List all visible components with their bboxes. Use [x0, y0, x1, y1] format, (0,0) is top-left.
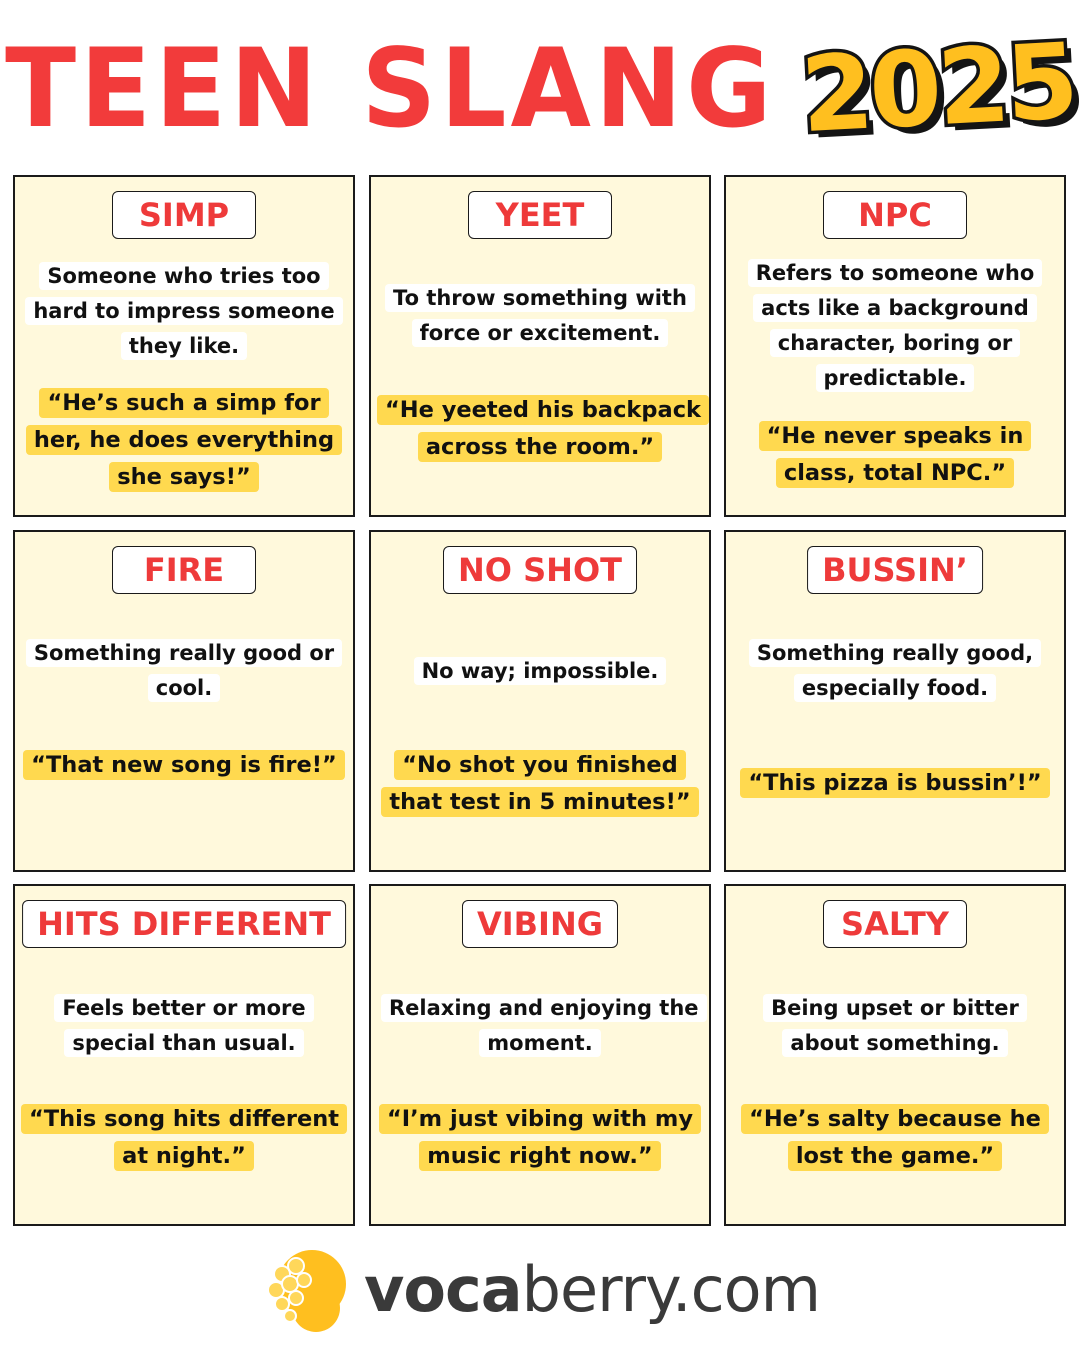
example-text: “He never speaks in class, total NPC.”: [759, 421, 1032, 488]
brand-suffix: .com: [671, 1253, 820, 1326]
term-label: YEET: [468, 191, 612, 239]
slang-card-hits-different: [13, 884, 355, 1226]
example: [377, 392, 703, 466]
example-text: “This song hits different at night.”: [21, 1104, 347, 1171]
definition: [381, 654, 699, 689]
title-year: 2025: [798, 19, 1078, 157]
term-label: BUSSIN’: [807, 546, 983, 594]
example: [732, 418, 1058, 492]
definition-text: Something really good, especially food.: [749, 639, 1041, 702]
definition-text: Something really good or cool.: [26, 639, 342, 702]
page-title: TEEN SLANG: [5, 23, 776, 153]
definition-text: To throw something with force or excitement.: [385, 284, 695, 347]
term-label: NPC: [823, 191, 967, 239]
definition-text: Being upset or bitter about something.: [763, 994, 1027, 1057]
brand-part-2: berry: [521, 1253, 672, 1326]
example-text: “He yeeted his backpack across the room.”: [377, 395, 709, 462]
footer: [0, 1240, 1080, 1340]
term-label: VIBING: [462, 900, 618, 948]
example-text: “This pizza is bussin’!”: [740, 768, 1049, 798]
example-text: “He’s salty because he lost the game.”: [741, 1104, 1049, 1171]
term-label: NO SHOT: [443, 546, 637, 594]
term-label: SALTY: [823, 900, 967, 948]
slang-card-vibing: [369, 884, 711, 1226]
definition: [25, 991, 343, 1061]
brand-part-1: voca: [364, 1253, 522, 1326]
slang-card-fire: [13, 530, 355, 872]
example-text: “I’m just vibing with my music right now.”: [379, 1104, 701, 1171]
example: [732, 765, 1058, 802]
definition: [736, 991, 1054, 1061]
example: [21, 747, 347, 784]
brand-logo-text: [364, 1253, 820, 1326]
example: [21, 1101, 347, 1175]
example: [377, 747, 703, 821]
definition: [381, 991, 699, 1061]
slang-card-no-shot: [369, 530, 711, 872]
definition-text: Feels better or more special than usual.: [54, 994, 313, 1057]
definition-text: Relaxing and enjoying the moment.: [381, 994, 707, 1057]
term-label: FIRE: [112, 546, 256, 594]
slang-card-salty: [724, 884, 1066, 1226]
example: [732, 1101, 1058, 1175]
term-label: SIMP: [112, 191, 256, 239]
definition-text: Someone who tries too hard to impress someone they like.: [25, 262, 342, 360]
berry-icon: [260, 1244, 352, 1336]
example: [377, 1101, 703, 1175]
slang-card-bussin: [724, 530, 1066, 872]
definition: [736, 636, 1054, 706]
definition: [25, 636, 343, 706]
definition: [736, 256, 1054, 396]
example: [21, 385, 347, 496]
slang-card-simp: [13, 175, 355, 517]
definition-text: No way; impossible.: [414, 657, 667, 685]
definition: [25, 259, 343, 364]
term-label: HITS DIFFERENT: [22, 900, 346, 948]
example-text: “That new song is fire!”: [23, 750, 345, 780]
definition-text: Refers to someone who acts like a background character, boring or predictable.: [748, 259, 1043, 392]
example-text: “He’s such a simp for her, he does everything she says!”: [26, 388, 342, 492]
slang-card-yeet: [369, 175, 711, 517]
example-text: “No shot you finished that test in 5 minutes!”: [381, 750, 698, 817]
slang-card-npc: [724, 175, 1066, 517]
definition: [381, 281, 699, 351]
